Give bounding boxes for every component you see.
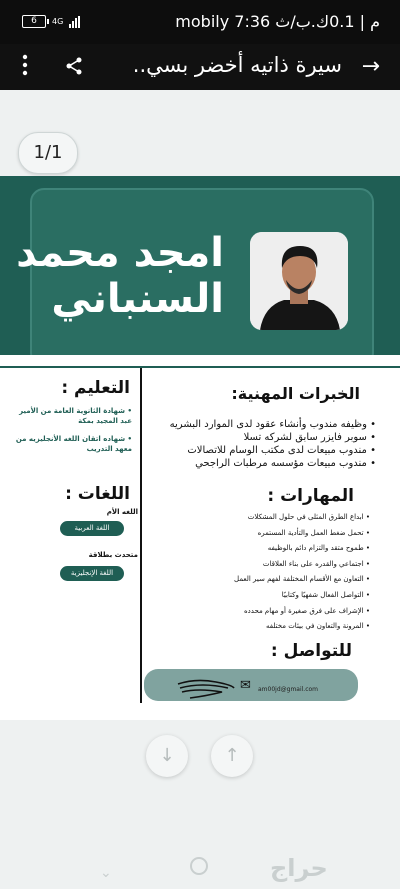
status-left [22,15,80,28]
list-item: • الإشراف على فرق صغيرة أو مهام محدده [243,606,370,615]
list-item: • مندوب مبيعات مؤسسه مرطبات الراجحي [195,458,376,469]
skills-list [174,510,370,635]
network-type: 4G [52,17,64,26]
profile-photo [250,232,348,330]
list-item: • وظيفه مندوب وأنشاء عقود لدى الموارد البشريه [169,419,376,430]
language-badge: اللغة العربية [60,521,124,536]
education-list [8,406,132,462]
column-divider [140,368,142,703]
experience-list [169,418,376,470]
education-title: التعليم : [61,378,130,398]
mail-icon: ✉ [240,678,251,693]
more-vertical-icon[interactable] [22,54,28,76]
status-right-text: mobily 7:36 م | 0.1ك.ب/ث [175,12,380,31]
list-item: • تحمل ضغط العمل والتأدية المستمره [257,528,370,537]
list-item: • المرونة والتعاون في بيئات مختلفه [266,622,370,631]
redaction-scribble [176,676,236,704]
language-level: اللغه الأم [106,508,138,516]
page-title: سيرة ذاتيه أخضر بسي.. [132,53,342,77]
system-nav-bar [0,845,400,889]
list-item: • التواصل الفعال شفهيًا وكتابيًا [281,590,370,599]
arrow-up-icon[interactable]: ↑ [211,735,253,777]
arrow-right-icon[interactable]: → [361,54,380,79]
list-item: • ابداع الطرق المثلى في حلول المشكلات [247,513,370,521]
list-item: • سوبر فايزر سابق لشركه تسلا [243,432,376,443]
resume-first-name: امجد محمد [16,230,224,276]
list-item: • التعاون مع الأقسام المختلفة لفهم سير العمل [234,575,370,584]
section-top-border [0,366,400,368]
list-item: • اجتماعي والقدره على بناء العلاقات [262,559,370,568]
resume-last-name: السنباني [51,276,224,322]
list-item: • شهادة الثانوية العامة من الأمير عبد المجيد بمكة [19,407,132,425]
language-badge: اللغة الإنجليزية [60,566,124,581]
share-icon[interactable] [64,56,84,81]
list-item: • شهاده اتقان اللغه الأنجليزيه من معهد التدريب [15,435,132,453]
top-toolbar [0,44,400,90]
list-item: • مندوب مبيعات لدى مكتب الوسام للاتصالات [187,445,376,456]
back-nav-icon[interactable]: ⌄ [100,865,112,881]
contact-title: للتواصل : [270,641,352,661]
language-level: متحدث بطلاقة [88,551,138,559]
battery-icon: 6 [22,15,46,28]
contact-email: am00jd@gmail.com [258,686,319,693]
watermark-logo: حراج [270,854,328,882]
status-bar [0,0,400,44]
languages-title: اللغات : [65,484,130,504]
skills-title: المهارات : [267,486,354,506]
page-indicator: 1/1 [18,132,78,174]
signal-icon [69,16,80,28]
arrow-down-icon[interactable]: ↓ [146,735,188,777]
experience-title: الخبرات المهنية: [231,384,360,403]
home-nav-icon[interactable] [190,857,208,875]
list-item: • طموح متقد والتزام دائم بالوظيفه [267,544,370,553]
